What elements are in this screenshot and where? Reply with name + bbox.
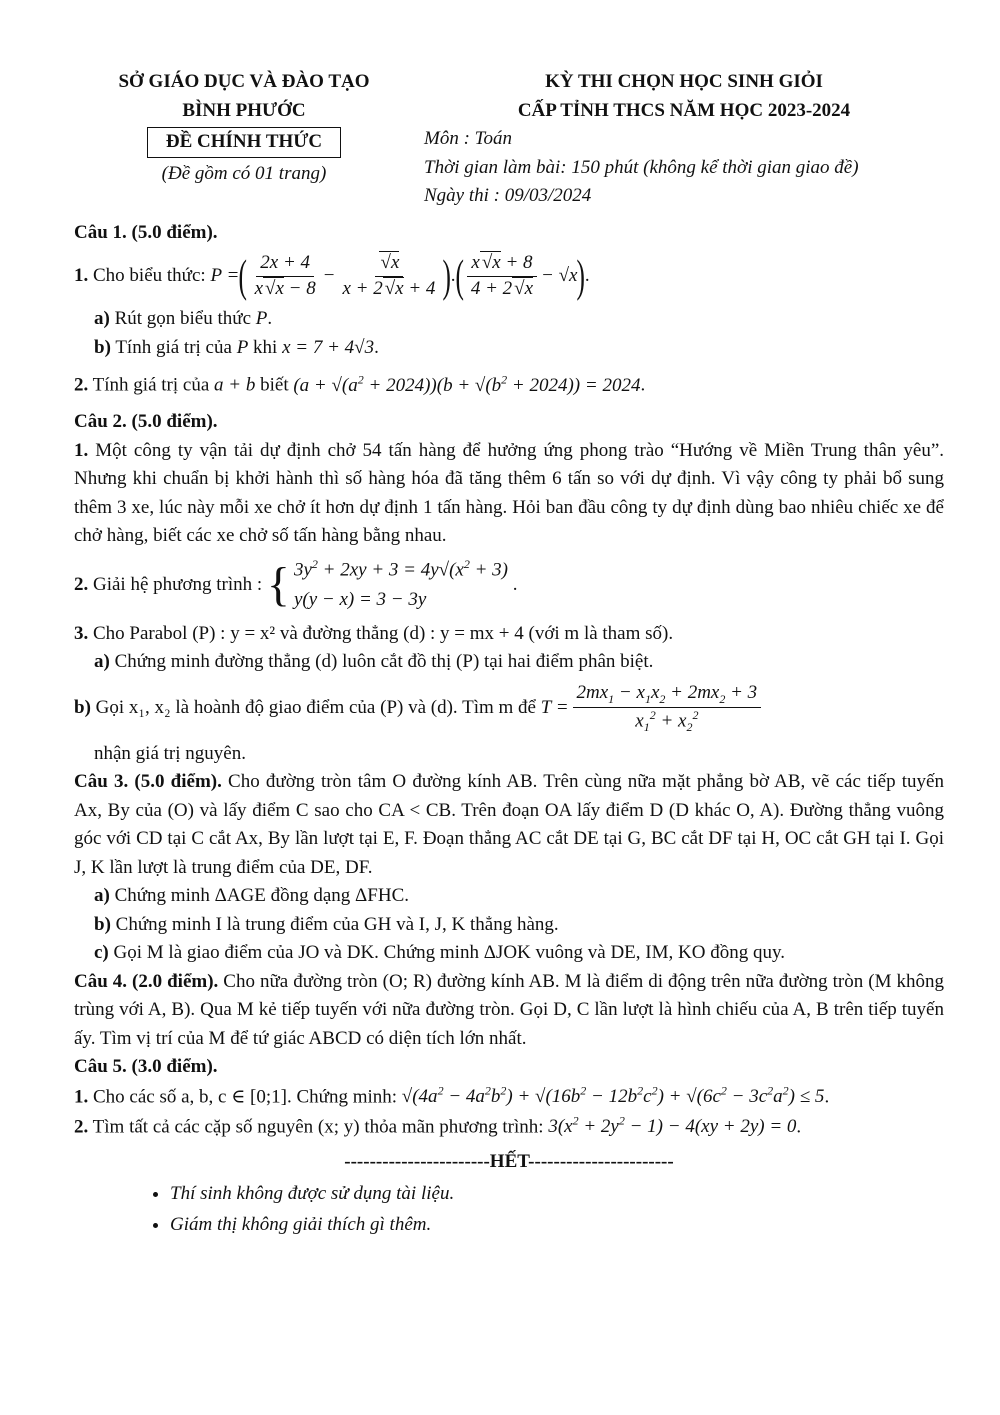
q2-part3: 3. Cho Parabol (P) : y = x² và đường thẳng (d) : y = mx + 4 (với m là tham số). xyxy=(74,622,674,644)
duration: Thời gian làm bài: 150 phút (không kể thời gian giao đề) xyxy=(424,156,859,178)
exam-page xyxy=(74,68,944,1241)
header-right xyxy=(424,68,944,211)
q2-part2: 2. Giải hệ phương trình : { $3y^2 + 2xy + 3 = 4y√(x^2 + 3)$ y(y − x) = 3 − 3y . xyxy=(74,556,518,612)
department-name: SỞ GIÁO DỤC VÀ ĐÀO TẠO xyxy=(118,71,370,92)
subject: Môn : Toán xyxy=(424,128,512,149)
q1-part1-a: a) Rút gọn biểu thức P. xyxy=(94,308,273,330)
q2-part3-a: a) Chứng minh đường thẳng (d) luôn cắt đồ thị (P) tại hai điểm phân biệt. xyxy=(94,651,654,673)
q3: Câu 3. (5.0 điểm). Cho đường tròn tâm O đường kính AB. Trên cùng nữa mặt phẳng bờ AB, vẽ các tiếp tuyến Ax, By của (O) và lấy điểm C sao cho CA < CB. Trên đoạn OA lấy điểm D (D khác O, A). Đường thẳng vuông góc với CD tại C cắt Ax, By lần lượt tại E, F. Đoạn thẳng AC cắt DE tại G, BC cắt DF tại H, OC cắt GH tại I. Gọi J, K lần lượt là trung điểm của DE, DF. xyxy=(74,771,944,878)
q2-part3-b: b) Gọi x₁, x₂ là hoành độ giao điểm của (P) và (d). Tìm m để T = $\frac{2mx_1 - x_1x_2 + 2mx_2 + 3}{x_1^2 + x_2^2}$ xyxy=(74,681,944,736)
q1-part2: 2. Tính giá trị của a + b biết $(a + √(a^2 + 2024))(b + √(b^2 + 2024)) = 2024$. xyxy=(74,372,646,396)
exam-title: KỲ THI CHỌN HỌC SINH GIỎI xyxy=(545,71,823,92)
note-item: • Thí sinh không được sử dụng tài liệu. xyxy=(170,1180,944,1209)
header-left xyxy=(74,68,414,211)
q5-part1: 1. Cho các số a, b, c ∈ [0;1]. Chứng minh: $√(4a^2 - 4a^2b^2) + √(16b^2 - 12b^2c^2) + √(6c^2 - 3c^2a^2) \le 5$. xyxy=(74,1083,830,1108)
q2-title: Câu 2. (5.0 điểm). xyxy=(74,411,218,433)
page-count-note: (Đề gồm có 01 trang) xyxy=(161,162,327,184)
q1-part1: 1. Cho biểu thức: P = ( $\frac{2x + 4}{x √x - 8}$ − $\frac{√x}{x + 2 √x + 4}$ ) . ( $\frac{x √x + 8}{4 + 2 √x}$ − √x ) . xyxy=(74,250,590,302)
q2-part3-b-tail: nhận giá trị nguyên. xyxy=(94,742,246,764)
exam-header xyxy=(74,68,944,211)
q5-part2: 2. Tìm tất cả các cặp số nguyên (x; y) thỏa mãn phương trình: $3(x^2 + 2y^2 - 1) - 4(xy + 2y) = 0$. xyxy=(74,1113,802,1138)
official-badge: ĐỀ CHÍNH THỨC xyxy=(147,127,341,158)
expr-p: P = xyxy=(210,264,240,286)
q3-b: b) Chứng minh I là trung điểm của GH và I, J, K thẳng hàng. xyxy=(94,913,559,935)
province-name: BÌNH PHƯỚC xyxy=(182,99,306,121)
q5-title: Câu 5. (3.0 điểm). xyxy=(74,1056,218,1078)
q4: Câu 4. (2.0 điểm). Cho nữa đường tròn (O; R) đường kính AB. M là điểm di động trên nữa đường tròn (M không trùng với A, B). Qua M kẻ tiếp tuyến với nữa đường tròn. Gọi D, C lần lượt là hình chiếu của A, B trên tiếp tuyến ấy. Tìm vị trí của M để tứ giác ABCD có diện tích lớn nhất. xyxy=(74,970,944,1049)
q3-c: c) Gọi M là giao điểm của JO và DK. Chứng minh ΔJOK vuông và DE, IM, KO đồng quy. xyxy=(94,942,785,964)
q1-part1-b: b) Tính giá trị của P khi x = 7 + 4√3. xyxy=(94,336,379,358)
exam-date: Ngày thi : 09/03/2024 xyxy=(424,185,592,206)
note-item: • Giám thị không giải thích gì thêm. xyxy=(170,1211,944,1240)
exam-subtitle: CẤP TỈNH THCS NĂM HỌC 2023-2024 xyxy=(517,99,851,121)
q1-title: Câu 1. (5.0 điểm). xyxy=(74,221,218,243)
notes-list xyxy=(74,1180,944,1239)
q2-part1: 1. Một công ty vận tải dự định chở 54 tấn hàng để hưởng ứng phong trào “Hướng về Miền Trung thân yêu”. Nhưng khi chuẩn bị khởi hành thì số hàng hóa đã tăng thêm 6 tấn so với dự định. Vì vậy công ty phải bổ sung thêm 3 xe, lúc này mỗi xe chở ít hơn dự định 1 tấn hàng. Hỏi ban đầu công ty dự định dùng bao nhiêu chiếc xe để chở hàng, biết các xe chở số tấn hàng bằng nhau. xyxy=(74,439,945,547)
end-divider: -----------------------HẾT----------------------- xyxy=(344,1150,674,1172)
q3-a: a) Chứng minh ΔAGE đồng dạng ΔFHC. xyxy=(94,885,409,907)
